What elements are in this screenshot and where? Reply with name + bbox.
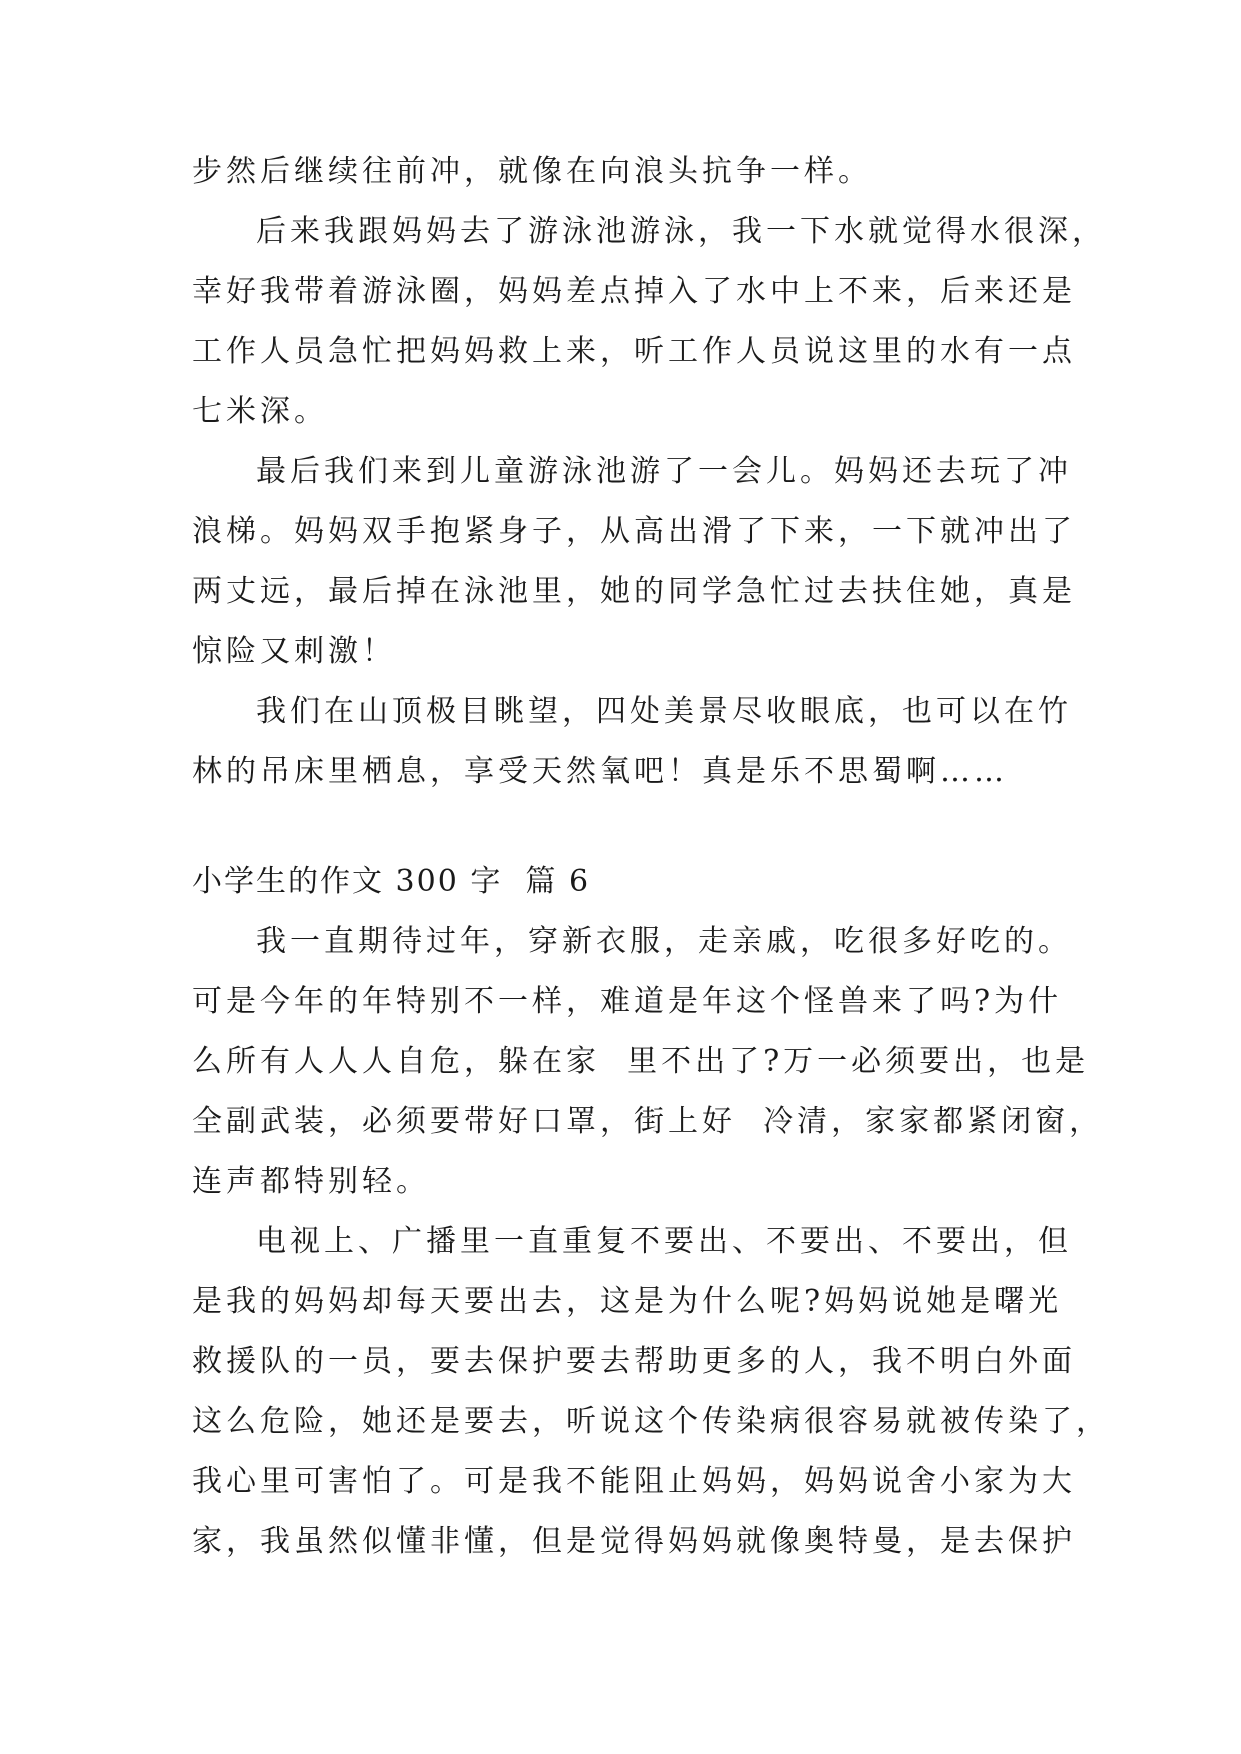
paragraph-line: 救援队的一员，要去保护要去帮助更多的人，我不明白外面	[192, 1344, 1076, 1379]
paragraph-line: 我心里可害怕了。可是我不能阻止妈妈，妈妈说舍小家为大	[192, 1464, 1076, 1499]
paragraph-line: 浪梯。妈妈双手抱紧身子，从高出滑了下来，一下就冲出了	[192, 514, 1076, 549]
paragraph-line: 全副武装，必须要带好口罩，街上好 冷清，家家都紧闭窗，	[192, 1104, 1104, 1139]
paragraph-line: 林的吊床里栖息，享受天然氧吧！真是乐不思蜀啊……	[192, 754, 1008, 789]
paragraph-line: 惊险又刺激！	[192, 634, 396, 669]
paragraph-line: 可是今年的年特别不一样，难道是年这个怪兽来了吗?为什	[192, 984, 1063, 1019]
paragraph-line: 幸好我带着游泳圈，妈妈差点掉入了水中上不来，后来还是	[192, 274, 1076, 309]
paragraph-line: 这么危险，她还是要去，听说这个传染病很容易就被传染了，	[192, 1404, 1110, 1439]
paragraph-line: 是我的妈妈却每天要出去，这是为什么呢?妈妈说她是曙光	[192, 1284, 1063, 1319]
paragraph-line: 七米深。	[192, 394, 328, 429]
paragraph-line: 电视上、广播里一直重复不要出、不要出、不要出，但	[256, 1224, 1072, 1259]
paragraph-line: 么所有人人人自危，躲在家 里不出了?万一必须要出，也是	[192, 1044, 1090, 1079]
paragraph-line: 后来我跟妈妈去了游泳池游泳，我一下水就觉得水很深，	[256, 214, 1106, 249]
paragraph-line: 工作人员急忙把妈妈救上来，听工作人员说这里的水有一点	[192, 334, 1076, 369]
paragraph-line: 我们在山顶极目眺望，四处美景尽收眼底，也可以在竹	[256, 694, 1072, 729]
paragraph-line: 两丈远，最后掉在泳池里，她的同学急忙过去扶住她，真是	[192, 574, 1076, 609]
section-heading: 小学生的作文 300 字 篇 6	[192, 864, 591, 899]
paragraph-line: 家，我虽然似懂非懂，但是觉得妈妈就像奥特曼，是去保护	[192, 1524, 1076, 1559]
paragraph-line: 步然后继续往前冲，就像在向浪头抗争一样。	[192, 154, 872, 189]
paragraph-line: 我一直期待过年，穿新衣服，走亲戚，吃很多好吃的。	[256, 924, 1072, 959]
paragraph-line: 最后我们来到儿童游泳池游了一会儿。妈妈还去玩了冲	[256, 454, 1072, 489]
paragraph-line: 连声都特别轻。	[192, 1164, 430, 1199]
